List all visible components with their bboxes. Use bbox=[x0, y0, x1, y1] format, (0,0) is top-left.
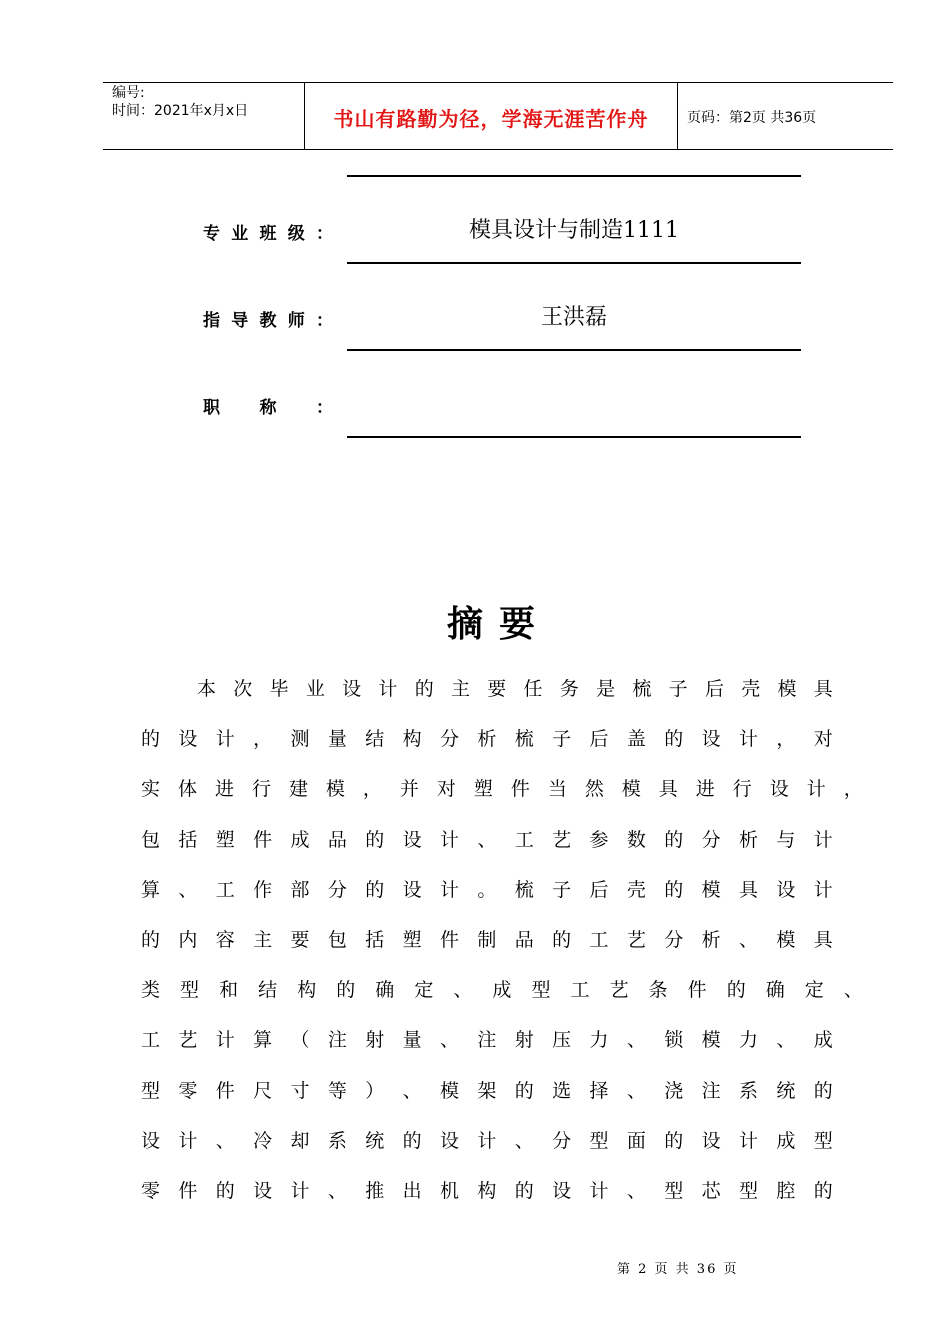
abstract-char: 计 bbox=[589, 1180, 609, 1202]
header-meta bbox=[112, 84, 248, 120]
abstract-char: 确 bbox=[765, 979, 785, 1002]
abstract-char: 、 bbox=[739, 929, 759, 951]
abstract-char: ， bbox=[253, 728, 273, 751]
abstract-char: 的 bbox=[215, 1180, 235, 1202]
abstract-char: 计 bbox=[440, 828, 460, 851]
abstract-char: 梳 bbox=[514, 878, 534, 901]
abstract-char: 子 bbox=[668, 678, 688, 700]
label-char: 班 bbox=[259, 224, 277, 244]
abstract-char: 主 bbox=[253, 929, 273, 951]
abstract-char: 设 bbox=[701, 1129, 721, 1152]
abstract-char: 的 bbox=[552, 929, 572, 951]
abstract-char: 计 bbox=[813, 828, 833, 851]
abstract-char: 工 bbox=[589, 929, 609, 951]
abstract-char: 。 bbox=[477, 878, 497, 901]
abstract-char: 的 bbox=[813, 1180, 833, 1202]
abstract-char: 、 bbox=[514, 1129, 534, 1152]
abstract-line bbox=[141, 724, 833, 752]
label-char: 称 bbox=[259, 398, 277, 418]
abstract-char: 、 bbox=[843, 979, 863, 1002]
abstract-char: 结 bbox=[365, 728, 385, 751]
abstract-char: 计 bbox=[739, 1129, 759, 1152]
abstract-char: 计 bbox=[178, 1129, 198, 1152]
abstract-char: 具 bbox=[813, 929, 833, 951]
abstract-char: 容 bbox=[215, 929, 235, 951]
abstract-char: 后 bbox=[589, 878, 609, 901]
abstract-char: 的 bbox=[141, 929, 161, 951]
abstract-char: 要 bbox=[487, 678, 507, 700]
abstract-char: 设 bbox=[402, 828, 422, 851]
abstract-char: 、 bbox=[477, 828, 497, 851]
abstract-char: 后 bbox=[589, 728, 609, 751]
abstract-char: 的 bbox=[514, 1180, 534, 1202]
abstract-char: 分 bbox=[440, 728, 460, 751]
abstract-char: 析 bbox=[701, 929, 721, 951]
abstract-char: 子 bbox=[552, 728, 572, 751]
abstract-char: 型 bbox=[813, 1129, 833, 1152]
abstract-char: 品 bbox=[327, 828, 347, 851]
abstract-char: 统 bbox=[365, 1129, 385, 1152]
abstract-char: 、 bbox=[626, 1079, 646, 1102]
abstract-char: 压 bbox=[552, 1029, 572, 1052]
abstract-char: 面 bbox=[626, 1129, 646, 1152]
document-number-label: 编号: bbox=[112, 85, 145, 101]
abstract-char: 盖 bbox=[626, 728, 646, 751]
label-char: 指 bbox=[203, 311, 220, 331]
label-char: 职 bbox=[203, 398, 220, 418]
abstract-char: 定 bbox=[804, 979, 824, 1002]
abstract-char: 的 bbox=[664, 878, 684, 901]
major-class-label bbox=[203, 219, 333, 244]
abstract-line bbox=[141, 1126, 833, 1154]
abstract-char: 注 bbox=[477, 1029, 497, 1052]
abstract-char: 、 bbox=[402, 1079, 422, 1102]
abstract-char: 射 bbox=[514, 1029, 534, 1052]
abstract-char: 尺 bbox=[253, 1079, 273, 1102]
abstract-char: 型 bbox=[141, 1079, 161, 1102]
header-motto: 书山有路勤为径，学海无涯苦作舟 bbox=[333, 107, 649, 131]
abstract-char: 具 bbox=[813, 678, 833, 700]
abstract-char: 部 bbox=[290, 878, 310, 901]
label-char: 导 bbox=[231, 311, 249, 331]
document-time-label: 时间：2021年x月x日 bbox=[112, 103, 249, 119]
abstract-char: 计 bbox=[290, 1180, 310, 1202]
abstract-char: ， bbox=[362, 778, 382, 801]
abstract-char: 设 bbox=[253, 1180, 273, 1202]
abstract-char: 系 bbox=[327, 1129, 347, 1152]
abstract-char: 进 bbox=[214, 778, 234, 801]
abstract-char: 设 bbox=[552, 1180, 572, 1202]
abstract-char: 壳 bbox=[741, 678, 761, 700]
abstract-char: 出 bbox=[402, 1180, 422, 1202]
abstract-char: 、 bbox=[178, 878, 198, 901]
abstract-char: 模 bbox=[701, 878, 721, 901]
abstract-char: 塑 bbox=[215, 828, 235, 851]
abstract-char: 参 bbox=[589, 828, 609, 851]
abstract-char: 架 bbox=[477, 1079, 497, 1102]
abstract-char: 构 bbox=[402, 728, 422, 751]
abstract-char: 件 bbox=[687, 979, 707, 1002]
abstract-char: 务 bbox=[559, 678, 579, 700]
abstract-char: 体 bbox=[177, 778, 197, 801]
form-rule-major-class bbox=[347, 262, 801, 264]
abstract-char: 件 bbox=[215, 1079, 235, 1102]
abstract-char: 包 bbox=[141, 828, 161, 851]
abstract-char: 的 bbox=[414, 678, 434, 700]
abstract-char: 择 bbox=[589, 1079, 609, 1102]
abstract-char: 析 bbox=[477, 728, 497, 751]
abstract-char: 冷 bbox=[253, 1129, 273, 1152]
abstract-char: 零 bbox=[141, 1180, 161, 1202]
abstract-char: 内 bbox=[178, 929, 198, 951]
abstract-char: 模 bbox=[777, 678, 797, 700]
abstract-char: 次 bbox=[233, 678, 253, 700]
abstract-char: 型 bbox=[589, 1129, 609, 1152]
abstract-line bbox=[141, 975, 863, 1003]
abstract-char: 设 bbox=[141, 1129, 161, 1152]
abstract-char: 分 bbox=[327, 878, 347, 901]
abstract-char: 业 bbox=[305, 678, 325, 700]
abstract-char: 行 bbox=[732, 778, 752, 801]
abstract-char: 设 bbox=[440, 1129, 460, 1152]
title-label bbox=[203, 393, 333, 418]
abstract-line bbox=[141, 875, 833, 903]
abstract-char: 选 bbox=[552, 1079, 572, 1102]
abstract-char: 件 bbox=[253, 828, 273, 851]
abstract-char: 析 bbox=[739, 828, 759, 851]
abstract-char: ） bbox=[365, 1079, 385, 1102]
abstract-char: 计 bbox=[477, 1129, 497, 1152]
abstract-char: 推 bbox=[365, 1180, 385, 1202]
abstract-char: 设 bbox=[776, 878, 796, 901]
abstract-char: 设 bbox=[178, 728, 198, 751]
abstract-char: 毕 bbox=[269, 678, 289, 700]
abstract-char: （ bbox=[290, 1029, 310, 1052]
abstract-char: 的 bbox=[664, 1129, 684, 1152]
abstract-char: 后 bbox=[704, 678, 724, 700]
abstract-char: 制 bbox=[477, 929, 497, 951]
abstract-char: 寸 bbox=[290, 1079, 310, 1102]
abstract-char: 统 bbox=[776, 1079, 796, 1102]
major-class-value: 模具设计与制造1111 bbox=[469, 218, 679, 243]
abstract-char: 件 bbox=[510, 778, 530, 801]
abstract-char: 等 bbox=[327, 1079, 347, 1102]
label-char: ： bbox=[316, 398, 333, 418]
abstract-char: 注 bbox=[701, 1079, 721, 1102]
abstract-char: 芯 bbox=[701, 1180, 721, 1202]
abstract-char: 艺 bbox=[609, 979, 629, 1002]
page-footer: 第 2 页 共 36 页 bbox=[617, 1262, 739, 1277]
header-top-border bbox=[103, 82, 893, 83]
abstract-line bbox=[141, 1025, 833, 1053]
abstract-char: 定 bbox=[414, 979, 434, 1002]
abstract-char: 的 bbox=[365, 828, 385, 851]
abstract-char: 设 bbox=[342, 678, 362, 700]
abstract-line bbox=[141, 825, 833, 853]
abstract-char: 艺 bbox=[552, 828, 572, 851]
abstract-char: 力 bbox=[589, 1029, 609, 1052]
abstract-char: 条 bbox=[648, 979, 668, 1002]
abstract-char: 设 bbox=[402, 878, 422, 901]
abstract-char: 锁 bbox=[664, 1029, 684, 1052]
abstract-char: 行 bbox=[251, 778, 271, 801]
abstract-char: 工 bbox=[570, 979, 590, 1002]
abstract-char: 并 bbox=[399, 778, 419, 801]
abstract-char: 的 bbox=[402, 1129, 422, 1152]
abstract-char: 计 bbox=[378, 678, 398, 700]
abstract-char: 的 bbox=[141, 728, 161, 751]
abstract-char: 计 bbox=[215, 728, 235, 751]
abstract-char: 对 bbox=[813, 728, 833, 751]
abstract-char: 计 bbox=[440, 878, 460, 901]
abstract-char: 浇 bbox=[664, 1079, 684, 1102]
abstract-char: 成 bbox=[290, 828, 310, 851]
abstract-char: 当 bbox=[547, 778, 567, 801]
abstract-char: 、 bbox=[440, 1029, 460, 1052]
abstract-line bbox=[141, 774, 863, 802]
abstract-char: 进 bbox=[695, 778, 715, 801]
abstract-char: 成 bbox=[492, 979, 512, 1002]
abstract-char: 是 bbox=[596, 678, 616, 700]
form-rule-title bbox=[347, 436, 801, 438]
form-rule-advisor bbox=[347, 349, 801, 351]
abstract-char: 模 bbox=[701, 1029, 721, 1052]
abstract-char: 工 bbox=[141, 1029, 161, 1052]
abstract-char: 计 bbox=[806, 778, 826, 801]
abstract-char: 的 bbox=[365, 878, 385, 901]
abstract-char: 算 bbox=[141, 878, 161, 901]
abstract-char: 任 bbox=[523, 678, 543, 700]
abstract-char: 系 bbox=[739, 1079, 759, 1102]
abstract-line bbox=[141, 1176, 833, 1204]
label-char: 师 bbox=[287, 311, 305, 331]
abstract-char: 对 bbox=[436, 778, 456, 801]
abstract-char: 的 bbox=[813, 1079, 833, 1102]
abstract-char: 主 bbox=[450, 678, 470, 700]
abstract-char: 力 bbox=[739, 1029, 759, 1052]
abstract-char: 计 bbox=[739, 728, 759, 751]
abstract-line bbox=[141, 1076, 833, 1104]
abstract-char: 工 bbox=[514, 828, 534, 851]
form-rule-top bbox=[347, 175, 801, 177]
abstract-char: 艺 bbox=[626, 929, 646, 951]
abstract-char: 具 bbox=[739, 878, 759, 901]
abstract-char: 和 bbox=[219, 979, 239, 1002]
abstract-char: 测 bbox=[290, 728, 310, 751]
abstract-char: 算 bbox=[253, 1029, 273, 1052]
abstract-char: 的 bbox=[514, 1079, 534, 1102]
abstract-char: 具 bbox=[658, 778, 678, 801]
abstract-char: 、 bbox=[626, 1180, 646, 1202]
abstract-char: 的 bbox=[726, 979, 746, 1002]
abstract-char: 件 bbox=[178, 1180, 198, 1202]
abstract-char: 设 bbox=[701, 728, 721, 751]
abstract-char: 工 bbox=[215, 878, 235, 901]
advisor-label bbox=[203, 306, 333, 331]
abstract-title: 摘要 bbox=[446, 604, 551, 645]
abstract-char: 分 bbox=[664, 929, 684, 951]
abstract-char: 计 bbox=[215, 1029, 235, 1052]
abstract-char: 模 bbox=[325, 778, 345, 801]
abstract-char: 包 bbox=[327, 929, 347, 951]
abstract-char: 塑 bbox=[473, 778, 493, 801]
abstract-char: 梳 bbox=[632, 678, 652, 700]
abstract-char: 的 bbox=[664, 728, 684, 751]
abstract-char: 型 bbox=[531, 979, 551, 1002]
abstract-char: 品 bbox=[514, 929, 534, 951]
abstract-char: 量 bbox=[327, 728, 347, 751]
abstract-char: 作 bbox=[253, 878, 273, 901]
abstract-char: 设 bbox=[769, 778, 789, 801]
abstract-char: 型 bbox=[664, 1180, 684, 1202]
abstract-char: 构 bbox=[297, 979, 317, 1002]
abstract-char: 塑 bbox=[402, 929, 422, 951]
abstract-char: 、 bbox=[776, 1029, 796, 1052]
abstract-char: 与 bbox=[776, 828, 796, 851]
abstract-char: 型 bbox=[180, 979, 200, 1002]
label-char: 专 bbox=[203, 224, 220, 244]
label-char: 业 bbox=[231, 224, 249, 244]
abstract-char: 括 bbox=[178, 828, 198, 851]
abstract-char: 壳 bbox=[626, 878, 646, 901]
abstract-char: 件 bbox=[440, 929, 460, 951]
abstract-char: 实 bbox=[141, 778, 161, 801]
abstract-char: 结 bbox=[258, 979, 278, 1002]
label-char: ： bbox=[316, 224, 333, 244]
abstract-char: 本 bbox=[197, 678, 217, 700]
abstract-char: ， bbox=[843, 778, 863, 801]
abstract-char: 、 bbox=[327, 1180, 347, 1202]
abstract-char: 、 bbox=[215, 1129, 235, 1152]
abstract-char: 建 bbox=[288, 778, 308, 801]
abstract-char: 数 bbox=[626, 828, 646, 851]
abstract-char: 零 bbox=[178, 1079, 198, 1102]
abstract-char: 成 bbox=[813, 1029, 833, 1052]
abstract-char: 却 bbox=[290, 1129, 310, 1152]
abstract-line bbox=[197, 674, 833, 702]
abstract-char: 成 bbox=[776, 1129, 796, 1152]
header-page-info: 页码：第2页 共36页 bbox=[687, 110, 817, 126]
abstract-char: 构 bbox=[477, 1180, 497, 1202]
abstract-char: 型 bbox=[739, 1180, 759, 1202]
abstract-char: 模 bbox=[776, 929, 796, 951]
abstract-char: 梳 bbox=[514, 728, 534, 751]
abstract-char: ， bbox=[776, 728, 796, 751]
abstract-char: 腔 bbox=[776, 1180, 796, 1202]
abstract-char: 模 bbox=[440, 1079, 460, 1102]
abstract-char: 、 bbox=[453, 979, 473, 1002]
header-bottom-border bbox=[103, 149, 893, 150]
abstract-char: 确 bbox=[375, 979, 395, 1002]
label-char: ： bbox=[316, 311, 333, 331]
abstract-char: 机 bbox=[440, 1180, 460, 1202]
abstract-line bbox=[141, 925, 833, 953]
abstract-char: 分 bbox=[701, 828, 721, 851]
advisor-value: 王洪磊 bbox=[540, 305, 607, 330]
abstract-char: 分 bbox=[552, 1129, 572, 1152]
abstract-char: 类 bbox=[141, 979, 161, 1002]
abstract-char: 括 bbox=[365, 929, 385, 951]
abstract-char: 注 bbox=[327, 1029, 347, 1052]
abstract-char: 计 bbox=[813, 878, 833, 901]
abstract-char: 模 bbox=[621, 778, 641, 801]
header-divider-right bbox=[677, 82, 678, 150]
label-char: 教 bbox=[259, 311, 277, 331]
abstract-char: 的 bbox=[336, 979, 356, 1002]
abstract-char: 子 bbox=[552, 878, 572, 901]
abstract-char: 然 bbox=[584, 778, 604, 801]
abstract-char: 射 bbox=[365, 1029, 385, 1052]
abstract-char: 要 bbox=[290, 929, 310, 951]
abstract-char: 量 bbox=[402, 1029, 422, 1052]
abstract-char: 的 bbox=[664, 828, 684, 851]
abstract-char: 、 bbox=[626, 1029, 646, 1052]
label-char: 级 bbox=[287, 224, 305, 244]
abstract-char: 艺 bbox=[178, 1029, 198, 1052]
